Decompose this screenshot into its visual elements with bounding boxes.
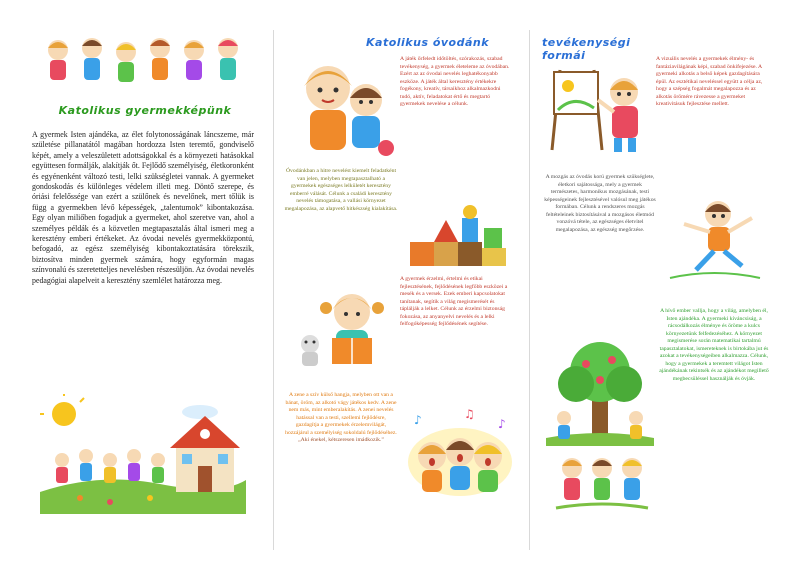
col3-title: tevékenységi formái (542, 36, 631, 62)
kindergarten-house-illustration (40, 394, 246, 514)
col1-body-text: A gyermek Isten ajándéka, az élet folytonosságának láncszeme, már születése pillanatától magában hordozza Isten teremtő, gondviselő képét, amely a veleszületett adottságokkal és a környezeti hatásokkal együttesen formálják, alakítják őt. Fejlődő személyiség, életkoronként és egyénenként változó testi, lelki szükségletei vannak. A gyermeket gondoskodás és különleges védelem illeti meg. Döntő szerepe, és óriási felelőssége van ezért a szülőnek és nevelőnek, mert tőlük is függ a gyermekben lévő képességek, „talentumok” kibontakozása. Egy olyan miliőben fogadjuk a gyermeket, ahol szeretve van, ahol a személyes példák és a közvetlen megtapasztalás által ismeri meg a keresztény emberi értékeket. Az óvodai nevelés gyermekközpontú, befogadó, az egész személyiség kibontakoztatására törekszik, biztosítva minden gyermek számára, hogy egyformán magas színvonalú és szeretetteljes nevelésben részesüljön. Az óvodai nevelés pedagógiai alapelveit a keresztény szemlélet határozza meg. (32, 130, 254, 285)
svg-text:♪: ♪ (498, 417, 506, 431)
children-playing-illustration (552, 452, 652, 514)
col3-environment-text: A hívő ember vallja, hogy a világ, amelyben él, Isten ajándéka. A gyermeki kíváncsiság, a rácsodálkozás élménye és öröme a kulcs környezetünk felfedezéséhez. A környezet megismerése során matematikai tartalmú tapasztalatokat, ismereteknek is birtokába jut és azokat a tevékenységeiben alkalmazza. Célunk, hogy a gyermekek a teremtett világot Isten ajándékának tekintsék és az ajándékot megillető megbecsüléssel használják és óvják. (659, 308, 769, 382)
girl-reading-illustration (292, 286, 400, 380)
child-painting-illustration (544, 60, 654, 156)
kids-hugging-illustration (290, 56, 400, 160)
running-child-illustration (664, 194, 764, 280)
svg-text:♪: ♪ (414, 413, 422, 427)
col2-faith-text: Óvodánkban a hitre nevelést kiemelt feladatként van jelen, melyben megtapasztalható a gyermekek egészséges lelkületét keresztény emberré válását. Célunk a családi keresztény nevelés támogatása, a vallási környezet megalapozása, az alapvető hitkészség kialakítása. (284, 168, 398, 212)
column-divider-2 (529, 30, 530, 550)
col1-title: Katolikus gyermekképünk (58, 104, 232, 117)
col3-movement-text: A mozgás az óvodás korú gyermek szükséglete, életkori sajátossága, mely a gyermek természetes, harmonikus mozgásának, testi képességeinek fejlesztésével valósul meg játékos formában. Célunk a rendszeres mozgás feltételeinek biztosításával a mozgásos életmód vonzóvá tétele, az egészséges életvitel megalapozása, az egészség megőrzése. (544, 174, 656, 233)
col2-play-text: A játék őrfeledt időtöltés, szórakozás, szabad tevékenység, a gyermek életeleme az óvodában. Ezért az az óvodai nevelés leghatékonyabb eszköze. A játék által keresztény értékekre fogékony, kreatív, társaikhoz alkalmazkodni tudó, aktív, feladatokat értő és megtartó gyermekek nevelése a célunk. (400, 56, 510, 107)
col2-title: Katolikus óvodánk (366, 36, 490, 49)
building-blocks-illustration (404, 198, 514, 270)
col2-quote: „Aki énekel, kétszeresen imádkozik.” (298, 437, 384, 443)
column-divider-1 (273, 30, 274, 550)
col2-stories-text: A gyermek érzelmi, értelmi és etikai fejlesztésének, fejlődésének legfőbb eszközei a mesék és a versek. Ezek emberi kapcsolatokat tanítanak, segítik a világ megismerését és táplálják a lelket. Célunk az érzelmi biztonság fokozása, az anyanyelvi nevelés és a lelki felfogóképesség fejlődésének segítése. (400, 276, 508, 327)
col2-music-text (284, 392, 398, 445)
tree-with-kids-illustration (546, 336, 654, 446)
children-row-illustration (40, 34, 250, 92)
col2-music-body: A zene a szív külső hangja, melyben ott van a bánat, öröm, az alkotó vágy játékos kedv. A zene nem más, mint emberalakítás. A zenei nevelés hatással van a testi, szellemi fejlődésre, gazdagítja a gyermekek érzelemvilágát, hozzájárul a személyiség sokoldalú fejlődéséhez. (285, 392, 397, 436)
col3-visual-text: A vizuális nevelés a gyermekek élmény- és fantáziavilágának képi, szabad önkifejezése. A gyermeki alkotás a belső képek gazdagítására épül. Az esztétikai neveléssel együtt a célja az, hogy a szépség fogalmát megalapozza és az alkotás örömére rávezesse a gyermeket kreativitásuk fejlesztése mellett. (656, 56, 763, 107)
svg-text:♫: ♫ (464, 407, 475, 421)
singing-kids-illustration (404, 404, 514, 500)
